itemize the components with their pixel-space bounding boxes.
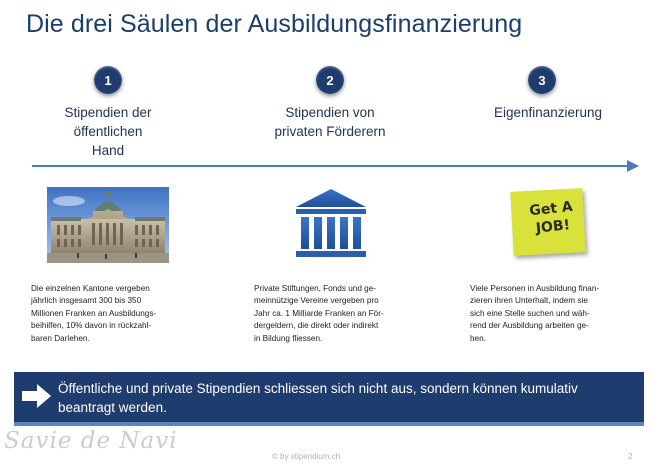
pillar-title-3-line-1: Eigenfinanzierung [493, 105, 603, 120]
footer-copyright: © by stipendium.ch [272, 452, 341, 461]
description-3-line-5: hen. [470, 333, 486, 343]
step-badge-3: 3 [528, 66, 556, 94]
banner-text-line-2: beantragt werden. [58, 400, 167, 415]
pillar-description-1 [31, 283, 186, 345]
slide-title: Die drei Säulen der Ausbildungsfinanzierung [26, 10, 523, 38]
description-1-line-2: jährlich insgesamt 300 bis 350 [31, 296, 142, 306]
pillar-title-2-line-2: privaten Förderern [274, 124, 386, 139]
sticky-note-get-a-job [512, 190, 586, 258]
pillar-title-1-line-1: Stipendien der [64, 105, 152, 120]
description-3-line-3: sich eine Stelle suchen und wäh- [470, 308, 590, 318]
description-1-line-3: Millionen Franken an Ausbildungs- [31, 308, 157, 318]
description-1-line-1: Die einzelnen Kantone vergeben [31, 284, 150, 293]
pillar-title-2 [255, 103, 405, 141]
description-2-line-4: dergeldern, die direkt oder indirekt [254, 321, 379, 331]
banner-text [58, 379, 638, 417]
timeline-line [32, 165, 630, 167]
pillar-title-1-line-2: öffentlichen [73, 124, 143, 139]
timeline-arrowhead-icon [627, 160, 639, 172]
description-2-line-1: Private Stiftungen, Fonds und ge- [254, 284, 376, 293]
arrow-right-icon [22, 383, 52, 409]
description-2-line-2: meinnützige Vereine vergeben pro [254, 296, 379, 306]
pillar-title-1-line-3: Hand [91, 143, 125, 158]
sticky-note-line-1: Get A [528, 198, 574, 220]
institution-building-icon [294, 187, 368, 261]
sticky-note-text [520, 197, 583, 239]
pillar-title-2-line-1: Stipendien von [285, 105, 375, 120]
description-3-line-2: zieren ihren Unterhalt, indem sie [470, 296, 588, 306]
federal-palace-photo [47, 187, 169, 263]
description-2-line-3: Jahr ca. 1 Milliarde Franken an För- [254, 308, 384, 318]
description-1-line-5: baren Darlehen. [31, 333, 90, 343]
pillar-title-3 [478, 103, 618, 122]
description-3-line-1: Viele Personen in Ausbildung finan- [470, 284, 600, 293]
banner-text-line-1: Öffentliche und private Stipendien schliessen sich nicht aus, sondern können kumulativ [58, 381, 578, 396]
description-1-line-4: beihilfen, 10% davon in rückzahl- [31, 321, 152, 331]
pillar-description-2 [254, 283, 412, 345]
step-badge-1: 1 [94, 66, 122, 94]
watermark-signature: Savie de Navi [4, 428, 178, 454]
sticky-note-line-2: JOB! [535, 217, 571, 237]
page-number: 2 [628, 452, 633, 461]
pillar-description-3 [470, 283, 630, 345]
description-3-line-4: rend der Ausbildung arbeiten ge- [470, 321, 589, 331]
pillar-title-1 [38, 103, 178, 160]
step-badge-2: 2 [316, 66, 344, 94]
summary-banner [14, 372, 644, 426]
description-2-line-5: in Bildung fliessen. [254, 333, 323, 343]
